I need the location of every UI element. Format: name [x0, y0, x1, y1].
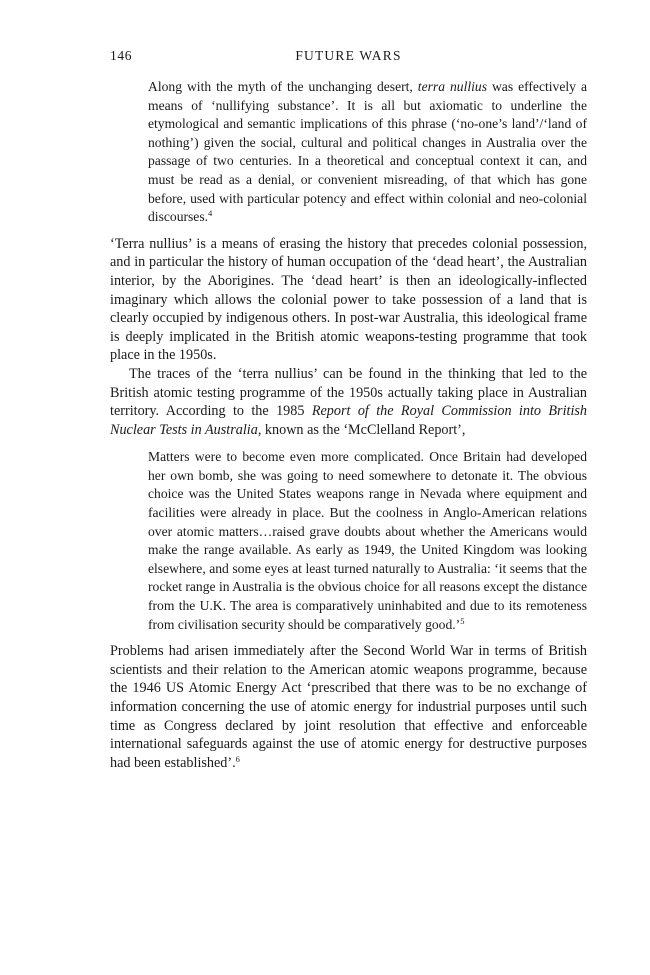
footnote-marker-6: 6	[235, 753, 240, 764]
block-quote-1	[148, 78, 587, 227]
quote1-text-start: Along with the myth of the unchanging desert,	[148, 79, 418, 94]
quote1-italic-term: terra nullius	[417, 79, 487, 94]
quote1-text-end: was effectively a means of ‘nullifying substance’. It is all but axiomatic to underline the etymological and semantic implications of this phrase (‘no-one’s land’/‘land of nothing’) given the social, cultural and political changes in Australia over the passage of two centuries. In a theoretical and conceptual context it can, and must be read as a denial, or convenient misreading, of that which has gone before, used with particular potency and effect within colonial and neo-colonial discourses.	[148, 79, 587, 225]
book-page	[110, 48, 587, 772]
body-paragraph-1: ‘Terra nullius’ is a means of erasing the history that precedes colonial possession, and in particular the history of human occupation of the ‘dead heart’, the Australian interior, by the Aborigines. The ‘dead heart’ is then an ideologically-inflected imaginary which allows the colonial power to take possession of a land that is clearly occupied by indigenous others. In post-war Australia, this ideological frame is deeply implicated in the British atomic weapons-testing programme that took place in the 1950s.	[110, 235, 587, 364]
report-title: Report of the Royal Commission into British Nuclear Tests in Australia	[110, 403, 588, 438]
running-title: FUTURE WARS	[295, 48, 402, 63]
para3-text: Problems had arisen immediately after the Second World War in terms of British scientists and their relation to the American atomic weapons programme, because the 1946 US Atomic Energy Act ‘prescribed that there was to be no exchange of information concerning the use of atomic energy for industrial purposes until such time as Congress declared by joint resolution that effective and enforceable international safeguards against the use of atomic energy for destructive purposes had been established’.	[110, 643, 587, 771]
footnote-marker-4: 4	[208, 208, 213, 219]
quote2-text: Matters were to become even more complicated. Once Britain had developed her own bomb, she was going to need somewhere to detonate it. The obvious choice was the United States weapons range in Nevada where equipment and facilities were already in place. But the coolness in Anglo-American relations over atomic matters…raised grave doubts about whether the Americans would make the range available. As early as 1949, the United Kingdom was looking elsewhere, and some eyes at least turned naturally to Australia: ‘it seems that the rocket range in Australia is the obvious choice for all reasons except the distance from the U.K. The area is comparatively uninhabited and due to its remoteness from civilisation security should be comparatively good.’	[148, 449, 588, 632]
running-header	[110, 48, 587, 70]
para2-text-end: , known as the ‘McClelland Report’,	[257, 421, 466, 438]
footnote-marker-5: 5	[460, 615, 465, 626]
block-quote-2	[148, 448, 587, 634]
body-paragraph-2	[110, 365, 587, 439]
para2-text-start: The traces of the ‘terra nullius’ can be found in the thinking that led to the British atomic testing programme of the 1950s actually taking place in Australian territory. According to the 1985	[110, 365, 587, 420]
body-paragraph-3	[110, 642, 587, 772]
page-number: 146	[110, 48, 133, 63]
